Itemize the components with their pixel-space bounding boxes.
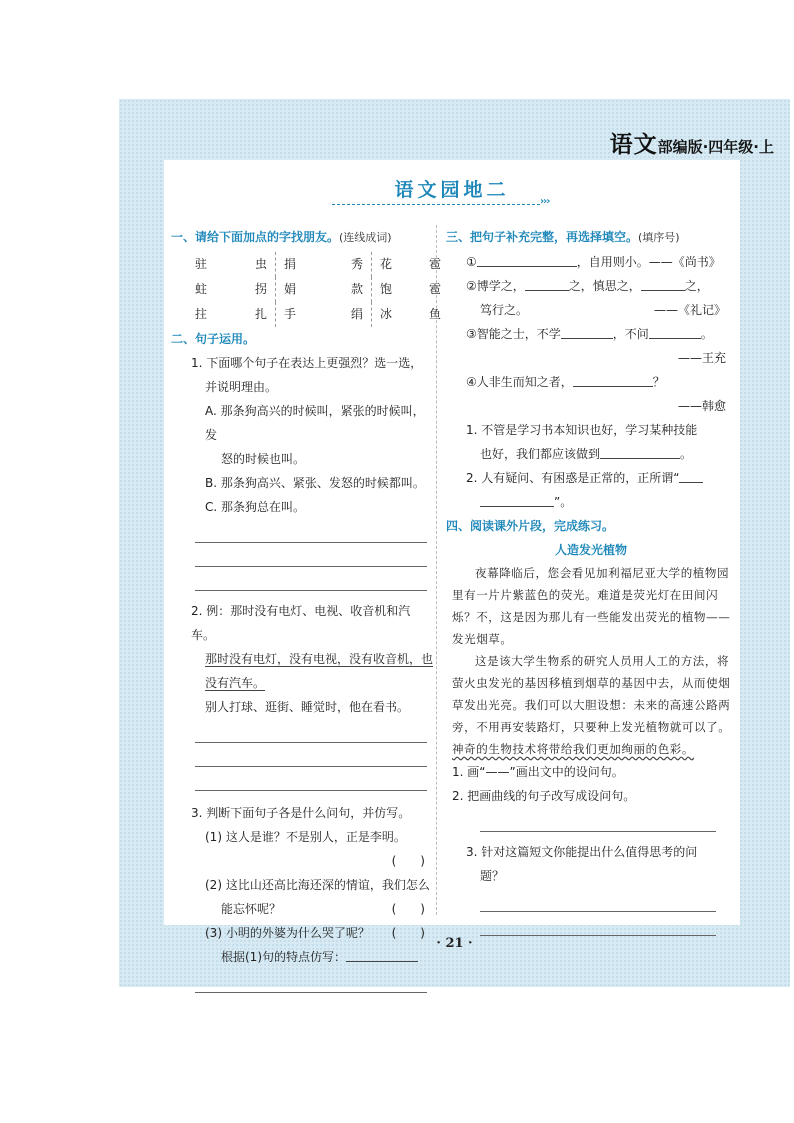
answer-line[interactable] — [195, 767, 427, 791]
passage-title: 人造发光植物 — [554, 543, 627, 557]
page-number: · 21 · — [436, 936, 473, 951]
answer-blank[interactable] — [561, 324, 613, 339]
q1-line: 并说明理由。 — [205, 380, 278, 394]
char[interactable]: 秀 — [350, 257, 363, 271]
page-frame — [119, 99, 790, 987]
section-1-heading-text: 一、请给下面加点的字找朋友。 — [171, 230, 340, 244]
passage-text: 这是该大学生物系的研究人员用人工的方法，将萤火虫发光的基因移植到烟草的基因中去，从而使烟草发出光亮。我们可以大胆设想：未来的高速公路两旁，不用再安装路灯，只要种上发光植物就可以了。 — [452, 654, 731, 734]
quote-2 — [446, 274, 736, 298]
word-match-grid — [187, 252, 441, 327]
title-underline — [332, 204, 540, 205]
answer-paren[interactable]: ( ) — [391, 854, 425, 868]
grid-cell — [275, 277, 371, 302]
char[interactable]: 雹 — [428, 282, 441, 296]
fill-1-cont — [446, 442, 736, 466]
char[interactable]: 娟 — [284, 282, 297, 296]
quote-4 — [446, 370, 736, 394]
quote-3-source — [446, 346, 736, 370]
answer-blank[interactable] — [573, 372, 653, 387]
answer-blank[interactable] — [600, 444, 680, 459]
grid-cell — [275, 252, 371, 277]
quote-source: ——王充 — [677, 351, 726, 365]
quote-source: ——《礼记》 — [653, 303, 726, 317]
char[interactable]: 饱 — [380, 282, 393, 296]
section-4-heading: 四、阅读课外片段，完成练习。 — [446, 519, 615, 533]
answer-line[interactable] — [195, 719, 427, 743]
q3-item-2-cont — [171, 897, 433, 921]
char[interactable]: 拐 — [254, 282, 267, 296]
column-divider — [436, 225, 437, 915]
char[interactable]: 鱼 — [428, 307, 441, 321]
grid-cell — [187, 302, 275, 327]
char[interactable]: 驻 — [195, 257, 208, 271]
q1-option-b: B. 那条狗高兴、紧张、发怒的时候都叫。 — [205, 476, 425, 490]
fill-2-cont — [446, 490, 736, 514]
quote-4-source — [446, 394, 736, 418]
char[interactable]: 冰 — [380, 307, 393, 321]
section-1-note: (连线成词) — [339, 231, 392, 244]
char[interactable]: 雹 — [428, 257, 441, 271]
quote-text: ③智能之士，不学 — [466, 327, 561, 341]
fill-text: ”。 — [554, 495, 573, 509]
grid-cell — [371, 302, 449, 327]
passage-paragraph-1: 夜幕降临后，您会看见加利福尼亚大学的植物园里有一片片紫蓝色的荧光。难道是荧光灯在田间闪烁？不，这是因为那儿有一些能发出荧光的植物——发光烟草。 — [452, 566, 731, 646]
passage-paragraph-2 — [446, 650, 736, 760]
grid-cell — [371, 252, 449, 277]
q2-example-text: 那时没有电灯，没有电视，没有收音机，也 — [205, 652, 434, 666]
q2-example-text: 没有汽车。 — [205, 676, 266, 690]
answer-blank[interactable] — [679, 468, 703, 483]
answer-line[interactable] — [480, 912, 716, 936]
quote-text: 之， — [684, 279, 709, 293]
q3-line: 3. 判断下面句子各是什么问句，并仿写。 — [191, 806, 411, 820]
fill-text: 也好，我们都应该做到 — [480, 447, 601, 461]
answer-line[interactable] — [480, 888, 716, 912]
brand-edition: 部编版·四年级·上 — [657, 138, 774, 156]
answer-blank[interactable] — [480, 492, 554, 507]
char[interactable]: 捐 — [284, 257, 297, 271]
quote-text: ，自用则小。——《尚书》 — [576, 255, 721, 269]
q3-item-1: (1) 这人是谁？不是别人，正是李明。 — [205, 830, 406, 844]
answer-line[interactable] — [195, 567, 427, 591]
char[interactable]: 拄 — [195, 307, 208, 321]
section-3-note: (填序号) — [638, 231, 680, 244]
answer-blank[interactable] — [641, 276, 685, 291]
reading-q2: 2. 把画曲线的句子改写成设问句。 — [452, 789, 636, 803]
char[interactable]: 款 — [350, 282, 363, 296]
char[interactable]: 蛀 — [195, 282, 208, 296]
answer-line[interactable] — [480, 808, 716, 832]
q3-imitate-text: 根据(1)句的特点仿写： — [221, 950, 346, 964]
right-column — [446, 225, 736, 936]
left-column — [171, 225, 441, 993]
answer-line[interactable] — [195, 969, 427, 993]
fill-text: 。 — [680, 447, 693, 461]
quote-text: ，不问 — [612, 327, 649, 341]
answer-line[interactable] — [195, 743, 427, 767]
q2-line: 2. 例：那时没有电灯、电视、收音机和汽车。 — [191, 604, 411, 642]
section-3-heading — [446, 225, 736, 250]
brand-subject: 语文 — [609, 132, 658, 158]
answer-line[interactable] — [195, 543, 427, 567]
fill-text: 2. 人有疑问、有困惑是正常的，正所谓“ — [466, 471, 680, 485]
section-3-heading-text: 三、把句子补充完整，再选择填空。 — [446, 230, 639, 244]
brand-header — [610, 126, 774, 159]
q2-example — [171, 647, 433, 671]
char[interactable]: 虫 — [254, 257, 267, 271]
wavy-underlined-sentence: 神奇的生物技术将带给我们更加绚丽的色彩。 — [452, 742, 694, 756]
grid-cell — [371, 277, 449, 302]
reading-q3: 3. 针对这篇短文你能提出什么值得思考的问 — [466, 845, 698, 859]
q3-item-2: (2) 这比山还高比海还深的情谊，我们怎么 — [205, 878, 430, 892]
section-title: 语文园地二 — [394, 179, 510, 201]
q1-option-a-cont: 怒的时候也叫。 — [221, 452, 306, 466]
char[interactable]: 绢 — [350, 307, 363, 321]
quote-2-cont — [446, 298, 736, 322]
quote-text: 之，慎思之， — [568, 279, 641, 293]
reading-q1: 1. 画“——”画出文中的设问句。 — [452, 765, 624, 779]
answer-blank[interactable] — [649, 324, 701, 339]
q1-line: 1. 下面哪个句子在表达上更强烈？选一选， — [191, 356, 423, 370]
q3-item-3-text: (3) 小明的外婆为什么哭了呢？ — [205, 926, 370, 940]
quote-text: ②博学之， — [466, 279, 525, 293]
q1-option-c: C. 那条狗总在叫。 — [205, 500, 306, 514]
quote-text: ④人非生而知之者， — [466, 375, 573, 389]
char[interactable]: 手 — [284, 307, 297, 321]
quote-text: 笃行之。 — [480, 303, 529, 317]
grid-cell — [275, 302, 371, 327]
quote-1 — [446, 250, 736, 274]
quote-text: 。 — [700, 327, 713, 341]
answer-paren[interactable]: ( ) — [391, 902, 425, 916]
char[interactable]: 扎 — [254, 307, 267, 321]
section-1-heading — [171, 225, 433, 250]
grid-cell — [187, 252, 275, 277]
fill-2 — [446, 466, 736, 490]
section-2-heading: 二、句子运用。 — [171, 332, 256, 346]
quote-text: ① — [466, 255, 477, 269]
answer-blank[interactable] — [525, 276, 569, 291]
char[interactable]: 花 — [380, 257, 393, 271]
quote-3 — [446, 322, 736, 346]
reading-q3-cont: 题？ — [480, 869, 505, 883]
answer-line[interactable] — [195, 519, 427, 543]
title-arrow-icon: ››› — [540, 196, 550, 207]
quote-source: ——韩愈 — [677, 399, 726, 413]
fill-1: 1. 不管是学习书本知识也好，学习某种技能 — [466, 423, 698, 437]
grid-cell — [187, 277, 275, 302]
answer-blank[interactable] — [477, 252, 577, 267]
q3-item-1-answer — [171, 849, 433, 873]
q2-prompt: 别人打球、逛街、睡觉时，他在看书。 — [205, 700, 410, 714]
q1-option-a: A. 那条狗高兴的时候叫，紧张的时候叫，发 — [205, 404, 425, 442]
quote-text: ？ — [652, 375, 665, 389]
answer-paren[interactable]: ( ) — [391, 926, 425, 940]
q3-item-2-text: 能忘怀呢？ — [221, 902, 282, 916]
q2-example-cont — [171, 671, 433, 695]
